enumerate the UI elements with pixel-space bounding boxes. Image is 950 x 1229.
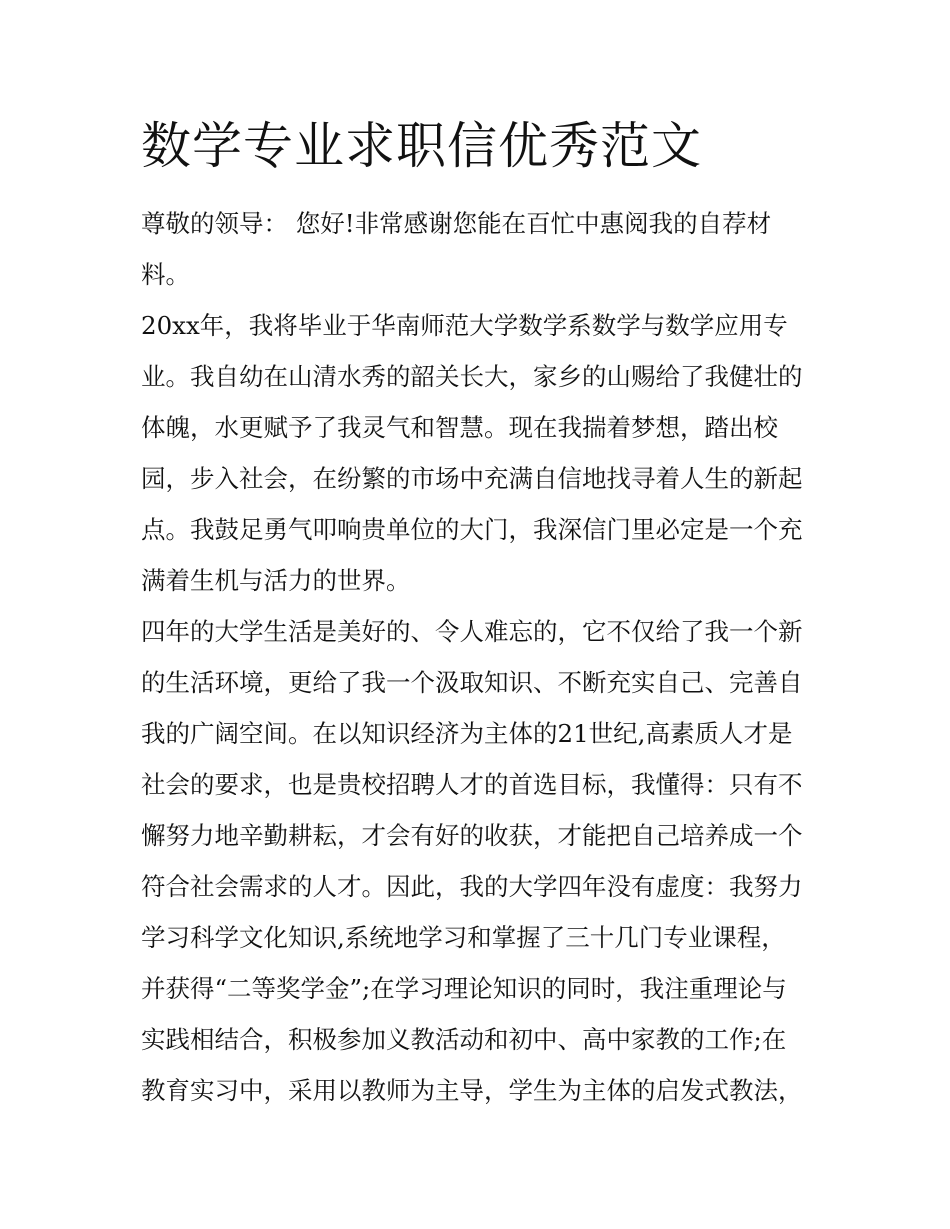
text-line: 并获得“二等奖学金”;在学习理论知识的同时，我注重理论与: [141, 974, 787, 1003]
text-line: 尊敬的领导： 您好!非常感谢您能在百忙中惠阅我的自荐材: [141, 209, 772, 238]
text-line: 满着生机与活力的世界。: [141, 566, 411, 595]
text-line: 体魄，水更赋予了我灵气和智慧。现在我揣着梦想，踏出校: [141, 413, 778, 442]
text-line: 社会的要求，也是贵校招聘人才的首选目标，我懂得：只有不: [141, 770, 803, 799]
text-line: 20xx年，我将毕业于华南师范大学数学系数学与数学应用专: [141, 311, 788, 340]
text-line: 教育实习中，采用以教师为主导，学生为主体的启发式教法，: [141, 1076, 803, 1105]
text-line: 懈努力地辛勤耕耘，才会有好的收获，才能把自己培养成一个: [141, 821, 803, 850]
text-line: 料。: [141, 260, 190, 289]
text-line: 学习科学文化知识,系统地学习和掌握了三十几门专业课程，: [141, 923, 786, 952]
document-body: [141, 198, 821, 1116]
text-line: 我的广阔空间。在以知识经济为主体的21世纪,高素质人才是: [141, 719, 793, 748]
text-line: 园，步入社会，在纷繁的市场中充满自信地找寻着人生的新起: [141, 464, 803, 493]
text-line: 实践相结合，积极参加义教活动和初中、高中家教的工作;在: [141, 1025, 787, 1054]
text-line: 业。我自幼在山清水秀的韶关长大，家乡的山赐给了我健壮的: [141, 362, 803, 391]
text-line: 的生活环境，更给了我一个汲取知识、不断充实自己、完善自: [141, 668, 803, 697]
text-line: 四年的大学生活是美好的、令人难忘的，它不仅给了我一个新: [141, 617, 803, 646]
text-line: 符合社会需求的人才。因此，我的大学四年没有虚度：我努力: [141, 872, 803, 901]
document-title: 数学专业求职信优秀范文: [141, 117, 702, 175]
text-line: 点。我鼓足勇气叩响贵单位的大门，我深信门里必定是一个充: [141, 515, 803, 544]
